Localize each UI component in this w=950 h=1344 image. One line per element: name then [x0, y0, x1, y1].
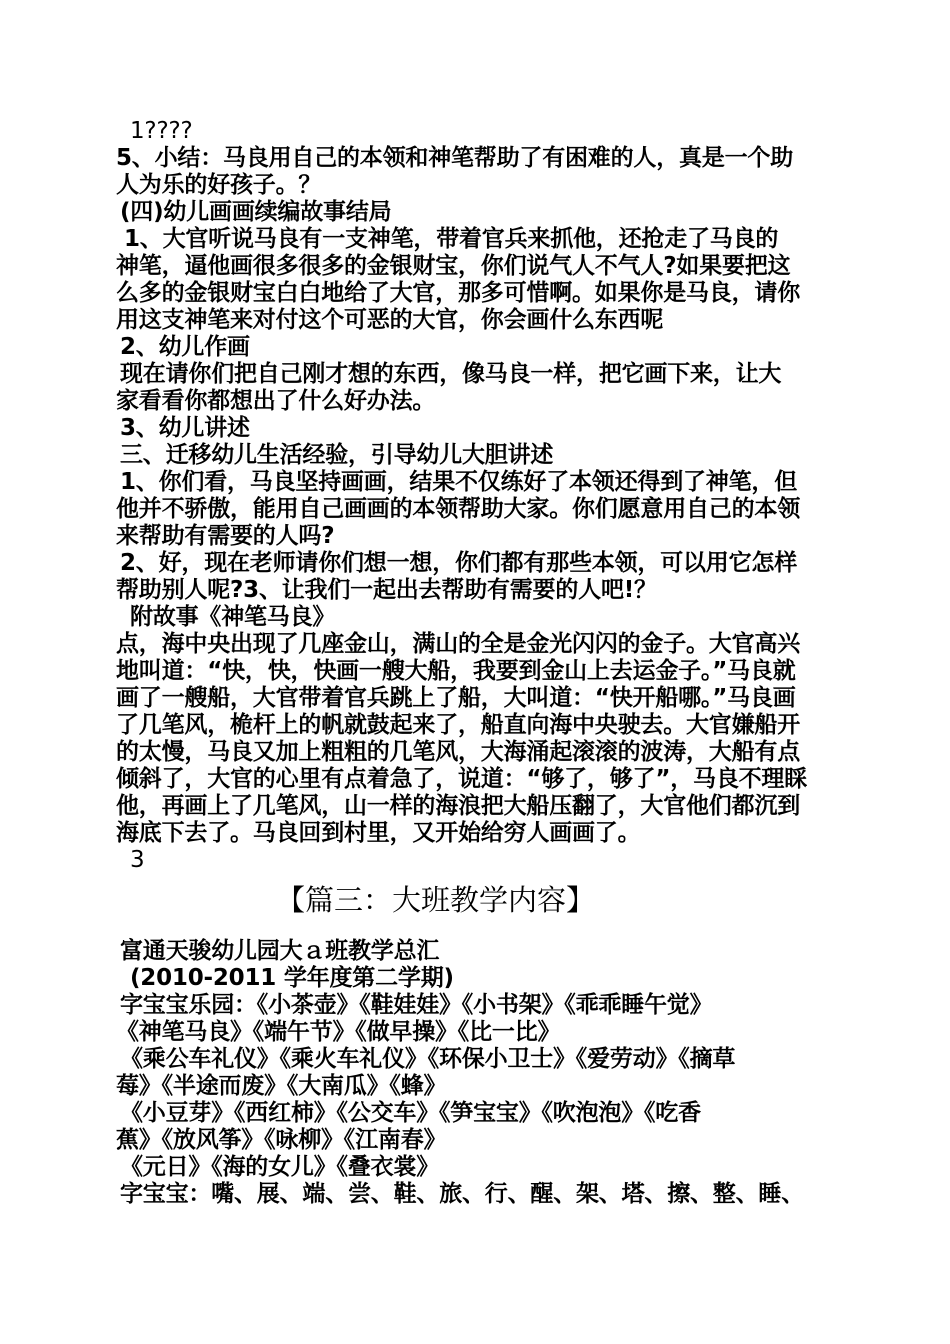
- text-line: 了几笔风，桅杆上的帆就鼓起来了，船直向海中央驶去。大官嫌船开: [116, 712, 801, 738]
- text-line: 么多的金银财宝白白地给了大官，那多可惜啊。如果你是马良，请你: [116, 280, 801, 306]
- story-text-block: [116, 118, 836, 874]
- text-line: 用这支神笔来对付这个可恶的大官，你会画什么东西呢: [116, 307, 664, 333]
- text-line: 富通天骏幼儿园大ａ班教学总汇: [120, 938, 440, 964]
- text-line: 蕉》《放风筝》《咏柳》《江南春》: [116, 1127, 447, 1153]
- text-line: (2010-2011 学年度第二学期): [130, 965, 454, 991]
- text-line: 1、你们看，马良坚持画画，结果不仅练好了本领还得到了神笔，但: [120, 469, 798, 495]
- text-line: 《神笔马良》《端午节》《做早操》《比一比》: [116, 1019, 561, 1045]
- document-page: [116, 118, 836, 1208]
- text-line: 《小豆芽》《西红柿》《公交车》《笋宝宝》《吹泡泡》《吃香: [120, 1100, 701, 1126]
- text-line: 倾斜了，大官的心里有点着急了，说道：“够了，够了”，马良不理睬: [116, 766, 808, 792]
- text-line: 帮助别人呢?3、让我们一起出去帮助有需要的人吧!？: [116, 577, 657, 603]
- text-line: 神笔，逼他画很多很多的金银财宝，你们说气人不气人?如果要把这: [116, 253, 791, 279]
- text-line: 他并不骄傲，能用自己画画的本领帮助大家。你们愿意用自己的本领: [116, 496, 801, 522]
- text-line: 5、小结：马良用自己的本领和神笔帮助了有困难的人，真是一个助: [116, 145, 794, 171]
- text-line: 海底下去了。马良回到村里，又开始给穷人画画了。: [116, 820, 641, 846]
- text-line: 2、幼儿作画: [120, 334, 250, 360]
- text-line: 《元日》《海的女儿》《叠衣裳》: [120, 1154, 440, 1180]
- text-line: 来帮助有需要的人吗?: [116, 523, 335, 549]
- text-line: 家看看你都想出了什么好办法。: [116, 388, 436, 414]
- section-heading: 【篇三：大班教学内容】: [276, 883, 596, 917]
- text-line: 1????: [130, 118, 193, 144]
- text-line: 2、好，现在老师请你们想一想，你们都有那些本领，可以用它怎样: [120, 550, 798, 576]
- text-line: 莓》《半途而废》《大南瓜》《蜂》: [116, 1073, 447, 1099]
- text-line: 1、大官听说马良有一支神笔，带着官兵来抓他，还抢走了马良的: [124, 226, 779, 252]
- text-line: 3、幼儿讲述: [120, 415, 250, 441]
- text-line: 的太慢，马良又加上粗粗的几笔风，大海涌起滚滚的波涛，大船有点: [116, 739, 801, 765]
- text-line: (四)幼儿画画续编故事结局: [120, 199, 392, 225]
- curriculum-text-block: [116, 938, 836, 1208]
- text-line: 字宝宝乐园：《小茶壶》《鞋娃娃》《小书架》《乖乖睡午觉》: [120, 992, 713, 1018]
- text-line: 现在请你们把自己刚才想的东西，像马良一样，把它画下来，让大: [120, 361, 782, 387]
- text-line: 3: [130, 847, 145, 873]
- text-line: 他，再画上了几笔风，山一样的海浪把大船压翻了，大官他们都沉到: [116, 793, 801, 819]
- text-line: 三、迁移幼儿生活经验，引导幼儿大胆讲述: [120, 442, 554, 468]
- text-line: 地叫道：“快，快，快画一艘大船，我要到金山上去运金子。”马良就: [116, 658, 796, 684]
- text-line: 画了一艘船，大官带着官兵跳上了船，大叫道：“快开船哪。”马良画: [116, 685, 796, 711]
- text-line: 人为乐的好孩子。？: [116, 172, 322, 198]
- text-line: 点，海中央出现了几座金山，满山的全是金光闪闪的金子。大官高兴: [116, 631, 801, 657]
- text-line: 附故事《神笔马良》: [130, 604, 336, 630]
- text-line: 《乘公车礼仪》《乘火车礼仪》《环保小卫士》《爱劳动》《摘草: [120, 1046, 736, 1072]
- text-line: 字宝宝：嘴、展、端、尝、鞋、旅、行、醒、架、塔、擦、整、睡、: [120, 1181, 805, 1207]
